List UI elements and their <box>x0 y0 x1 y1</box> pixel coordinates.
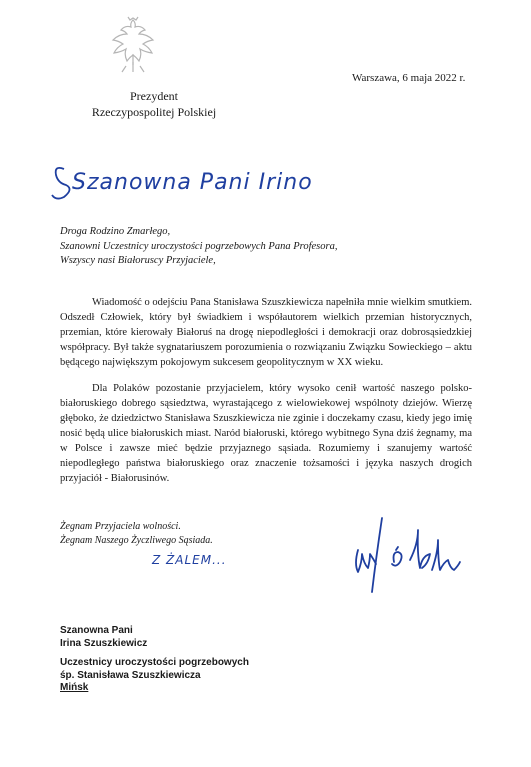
closing-line-2: Żegnam Naszego Życzliwego Sąsiada. <box>60 534 213 546</box>
addressee-block <box>60 625 147 650</box>
sender-block <box>84 88 224 120</box>
addressee-line-1: Szanowna Pani <box>60 625 133 636</box>
sender-title: Prezydent <box>130 89 178 103</box>
closing-lines <box>60 520 213 547</box>
recipients-line-1: Uczestnicy uroczystości pogrzebowych <box>60 657 249 668</box>
addressee-line-2: Irina Szuszkiewicz <box>60 637 148 649</box>
body-paragraph-1: Wiadomość o odejściu Pana Stanisława Szuszkiewicza napełniła mnie wielkim smutkiem. Odszedł Człowiek, który był świadkiem i współautorem wielkich przemian historycznych, przemian, które kierowały Białoruś na drogę niepodległości i demokracji oraz dobrosąsiedzkiej współpracy. Był także sygnatariuszem porozumienia o rozwiązaniu Związku Sowieckiego – aktu będącego największym pokojowym sukcesem geopolitycznym w XX wieku. <box>60 297 472 368</box>
recipients-block <box>60 657 249 695</box>
intro-line: Wszyscy nasi Białoruscy Przyjaciele, <box>60 255 216 266</box>
recipients-city: Mińsk <box>60 682 89 693</box>
handwritten-note-text: Z ŻALEM... <box>152 553 227 567</box>
intro-line: Droga Rodzino Zmarłego, <box>60 226 171 237</box>
intro-addressees <box>60 225 337 269</box>
recipients-line-2: śp. Stanisława Szuszkiewicza <box>60 669 201 681</box>
closing-line-1: Żegnam Przyjaciela wolności. <box>60 521 181 532</box>
polish-eagle-emblem <box>104 14 162 76</box>
signature <box>330 510 465 600</box>
handwritten-note <box>150 546 280 572</box>
salutation-text: Szanowna Pani Irino <box>72 170 313 195</box>
sender-office: Rzeczypospolitej Polskiej <box>91 105 217 119</box>
body-paragraph-2: Dla Polaków pozostanie przyjacielem, który wysoko cenił wartość naszego polsko-białoruskiego dobrego sąsiedztwa, wyrastającego z wielowiekowej wspólnoty dziejów. Wierzę głęboko, że dziedzictwo Stanisława Szuszkiewicza nie zginie i doczekamy czasu, kiedy jego imię nosić będą ulice białoruskich miast. Naród białoruski, którego wybitnego Syna dziś żegnamy, ma w Polsce i zawsze mieć będzie przyjaznego sąsiada. Rozumiemy i szanujemy wartość niepodległego państwa białoruskiego oraz znaczenie tożsamości i języka naszych drogich przyjaciół - Białorusinów. <box>60 383 472 484</box>
handwritten-salutation <box>50 155 313 201</box>
letter-date: Warszawa, 6 maja 2022 r. <box>352 72 466 84</box>
intro-line: Szanowni Uczestnicy uroczystości pogrzebowych Pana Profesora, <box>60 240 338 252</box>
